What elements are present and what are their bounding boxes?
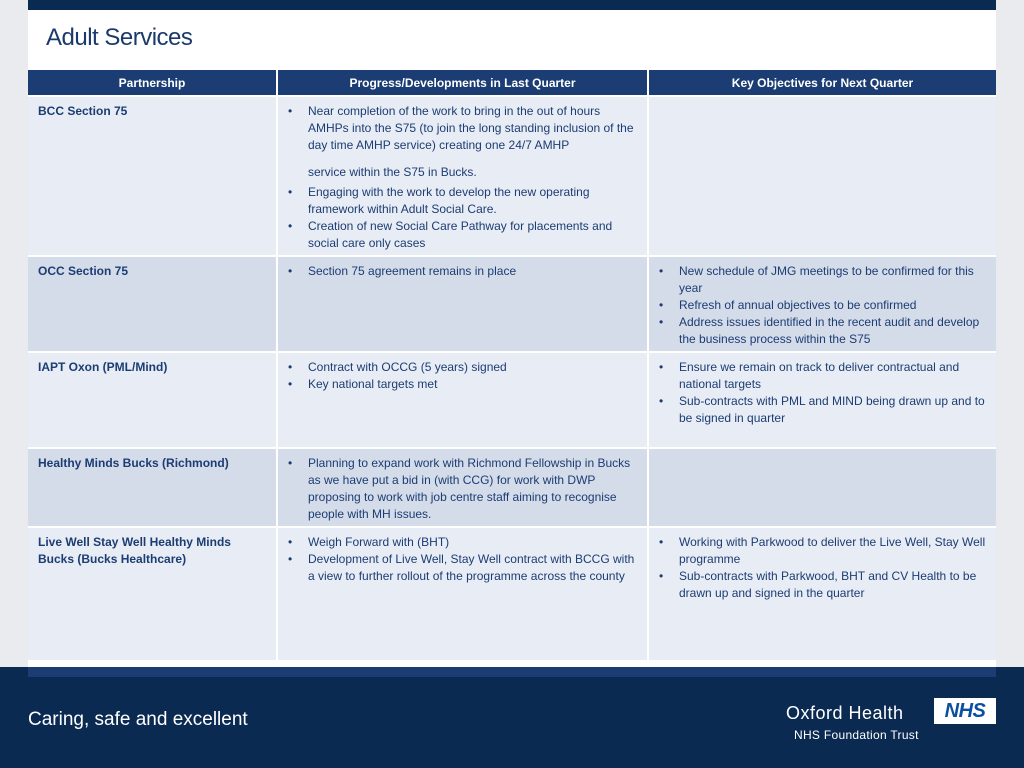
objectives-cell xyxy=(649,257,996,351)
objectives-cell xyxy=(649,97,996,255)
progress-cell xyxy=(278,257,649,351)
partnership-table xyxy=(28,70,996,660)
table-row xyxy=(28,255,996,351)
objectives-cell xyxy=(649,353,996,447)
table-row xyxy=(28,351,996,447)
progress-cell xyxy=(278,97,649,255)
partnership-name: IAPT Oxon (PML/Mind) xyxy=(28,353,278,447)
footer xyxy=(0,667,1024,768)
page-title: Adult Services xyxy=(46,24,193,51)
header-objectives: Key Objectives for Next Quarter xyxy=(731,75,914,90)
progress-cell xyxy=(278,528,649,660)
progress-item: • Engaging with the work to develop the new operating framework within Adult Social Care. xyxy=(288,184,637,218)
progress-cell xyxy=(278,353,649,447)
org-name: Oxford Health xyxy=(786,703,904,723)
progress-item: • Section 75 agreement remains in place xyxy=(288,263,637,280)
top-bar xyxy=(28,0,996,10)
objective-item: • New schedule of JMG meetings to be confirmed for this year xyxy=(659,263,986,297)
partnership-name: Healthy Minds Bucks (Richmond) xyxy=(28,449,278,526)
objectives-cell xyxy=(649,449,996,526)
header-partnership: Partnership xyxy=(28,70,278,95)
objectives-cell xyxy=(649,528,996,660)
progress-continuation: service within the S75 in Bucks. xyxy=(308,165,477,179)
progress-item: • Contract with OCCG (5 years) signed xyxy=(288,359,637,376)
partnership-name: BCC Section 75 xyxy=(28,97,278,255)
progress-item: • Near completion of the work to bring in the out of hours AMHPs into the S75 (to join the long standing inclusion of the day time AMHP service) creating one 24/7 AMHP xyxy=(288,103,637,154)
partnership-name: OCC Section 75 xyxy=(28,257,278,351)
org-subtitle: NHS Foundation Trust xyxy=(794,728,919,742)
table-row xyxy=(28,447,996,526)
nhs-logo-icon xyxy=(934,698,996,724)
progress-item: • Creation of new Social Care Pathway for placements and social care only cases xyxy=(288,218,637,252)
progress-item: • Planning to expand work with Richmond Fellowship in Bucks as we have put a bid in (with CCG) for work with DWP proposing to work with job centre staff aiming to recognise people with MH issues. xyxy=(288,455,637,523)
table-body xyxy=(28,95,996,660)
progress-item: • Development of Live Well, Stay Well contract with BCCG with a view to further rollout of the programme across the county xyxy=(288,551,637,585)
footer-strip xyxy=(28,667,996,677)
objective-item: • Refresh of annual objectives to be confirmed xyxy=(659,297,986,314)
header-progress: Progress/Developments in Last Quarter xyxy=(278,70,649,95)
slide xyxy=(28,10,996,667)
table-header xyxy=(28,70,996,95)
nhs-logo-text: NHS xyxy=(944,699,986,722)
progress-item: • Key national targets met xyxy=(288,376,637,393)
objective-item: • Ensure we remain on track to deliver contractual and national targets xyxy=(659,359,986,393)
partnership-name: Live Well Stay Well Healthy Minds Bucks (Bucks Healthcare) xyxy=(28,528,278,660)
progress-cell xyxy=(278,449,649,526)
objective-item: • Sub-contracts with PML and MIND being drawn up and to be signed in quarter xyxy=(659,393,986,427)
objective-item: • Address issues identified in the recent audit and develop the business process within the S75 xyxy=(659,314,986,348)
tagline: Caring, safe and excellent xyxy=(28,709,248,730)
progress-item: • Weigh Forward with (BHT) xyxy=(288,534,637,551)
objective-item: • Sub-contracts with Parkwood, BHT and CV Health to be drawn up and signed in the quarter xyxy=(659,568,986,602)
objective-item: • Working with Parkwood to deliver the Live Well, Stay Well programme xyxy=(659,534,986,568)
table-row xyxy=(28,526,996,660)
table-row xyxy=(28,95,996,255)
